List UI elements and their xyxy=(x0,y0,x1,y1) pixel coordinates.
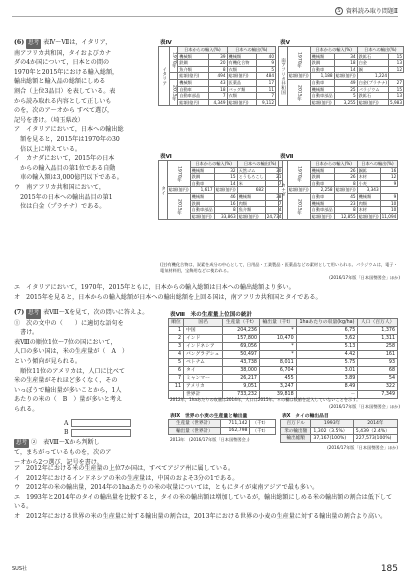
q6-line: 輸出総額と輸入品の総額にしめる xyxy=(14,78,106,86)
year-label: 1970年 xyxy=(287,161,310,187)
q7-sub1-line: という傾向が見られる。 xyxy=(14,357,82,365)
table-row: 2015年 自動車 49 白金(プラチナ) 27 xyxy=(279,79,404,86)
q7-sub1-line: あたりの米の（ B ）量が多いと考え xyxy=(14,396,123,404)
col-header: 日本からの輸入(%) xyxy=(190,161,237,168)
table-viii xyxy=(168,318,398,399)
q6-line: のを，次のア～オから すべて選び， xyxy=(14,107,114,115)
table-row: 鉄鋼 18 白金 13 xyxy=(311,60,403,66)
table-row: 輸出量（世界計） 162,798 （千t） xyxy=(169,427,276,435)
table-row: 総額(億円) 1,188 総額(億円) 1,224 xyxy=(288,73,388,79)
country-label: カナダ xyxy=(279,161,288,220)
table-row: 機械類 32 天然ゴム 30 xyxy=(191,167,282,173)
col-header: 1haあたりの収量(kg/ha) xyxy=(296,319,358,327)
table-vii xyxy=(278,160,398,220)
table-v-title: 表Ⅴ xyxy=(280,40,290,46)
table-row: 2015年 機械類 46 機械類 38 xyxy=(159,193,283,200)
col-header: 日本への輸出(%) xyxy=(237,161,283,168)
q7-sub1-line: 人口の多い国は，米の生産量が（ A ） xyxy=(14,348,129,356)
q7-intro: 表Ⅷ～Ⅹを見て，次の問いに答えよ。 xyxy=(43,309,149,316)
answer-box-a[interactable] xyxy=(71,419,131,427)
q7-choices xyxy=(14,464,398,522)
table-row: 自動車部品 8 木材 10 xyxy=(311,207,397,213)
table-row: 総額(億円) 1,617 総額(億円) 682 xyxy=(168,187,264,193)
q7-choice-a: ア 2012年における米の生産量の上位7か国は，すべてアジア州に属している。 xyxy=(14,465,235,472)
table-row: 11 アメリカ 9,051 3,247 8.49 322 xyxy=(169,383,398,391)
table-x-title: 表Ⅹ タイの輸出品目 xyxy=(282,414,329,419)
table-row: 生産量（世界計） 711,142 （千t） xyxy=(169,420,276,428)
table-row: 自動車 14 米 7 xyxy=(191,180,282,186)
table-row: 自動車 14 銅 12 xyxy=(311,66,403,72)
q7-number: (7) xyxy=(14,309,25,316)
footer-code: SUS社 xyxy=(12,566,28,572)
table-x-source: (2016/17年版「日本国勢図会」ほか) xyxy=(327,445,398,450)
col-header: 日本への輸出(%) xyxy=(357,161,398,168)
table-viii-note: 2012年，1haあたりの収量は2014年，人口は2015年。＊の欄は数値を記入していないことを示す。 xyxy=(170,397,361,402)
table-row: 鉄鋼 26 木材 12 xyxy=(311,174,397,180)
q7-body xyxy=(14,308,159,468)
country-label: 南アフリカ共和国 xyxy=(279,47,288,106)
q7-sub1-line: 米の生産量がそれほど多くなく，その xyxy=(14,377,118,385)
table-row: 6 タイ 38,000 6,704 3.01 68 xyxy=(169,367,398,375)
table-row: 7 ミャンマー 26,217 455 3.89 54 xyxy=(169,375,398,383)
answer-label-a: A xyxy=(64,419,69,427)
table-row: 2015年 機械類 43 医薬品 17 xyxy=(159,79,276,86)
table-row: 鉄鋼 15 とうもろこし 21 xyxy=(191,174,282,180)
thinking-badge: 思考 xyxy=(26,309,41,319)
q6-line: 南アフリカ共和国，タイおよびカナ xyxy=(14,49,112,57)
choice-i-cont: からの輸入品目の第1位である自動 xyxy=(14,164,116,172)
q7-choice-i: イ 2012年におけるインドネシアの米の生産量は，中国のおよそ3分の1である。 xyxy=(14,474,239,482)
answer-label-b: B xyxy=(64,429,69,437)
table-x xyxy=(280,419,398,443)
table-row: 機械類 23 肉類 10 xyxy=(311,200,397,206)
table-row: 機械類 26 銅鉱 16 xyxy=(311,167,397,173)
thinking-badge: 思考 xyxy=(14,439,29,449)
col-header: 順位 xyxy=(169,319,184,327)
table-row: 機械類 25 パラジウム 15 xyxy=(311,86,403,92)
col-header: 2014年 xyxy=(353,420,397,428)
q7-sub1-line: いっぽうで輸出量が多いことから，1人 xyxy=(14,386,122,394)
year-label: 1970年 xyxy=(287,47,310,73)
table-row: 4 バングラデシュ 50,497 * 4.42 161 xyxy=(169,351,398,359)
table-row: 輸出総額 37,167(100%) 227,573(100%) xyxy=(281,435,398,443)
q7-choice-u: ウ 2012年の米の輸出量，2014年の1haあたりの米の収量については，ともにタイが東南アジアで最も多い。 xyxy=(14,484,319,492)
q7-sub1-line: 書け。 xyxy=(14,329,39,337)
table-row: 2015年 自動車 45 機械類 9 xyxy=(279,193,398,200)
q7-sub1-line: られる。 xyxy=(14,405,39,413)
table-ix xyxy=(168,419,276,435)
q6-line: 1970年と2015年における輸入総額， xyxy=(14,68,119,76)
table-ix-title: 表Ⅸ 世界の小麦の生産量と輸出量 xyxy=(170,414,248,419)
chapter-title: 資料読み取り問題Ⅱ xyxy=(345,8,398,15)
thinking-badge: 思考 xyxy=(26,39,41,49)
table-row: 自動車部品 8 魚介類 4 xyxy=(191,207,282,213)
choice-a-cont: 倍以上に増えている。 xyxy=(14,145,82,153)
col-header: 人口（百万人） xyxy=(358,319,398,327)
q6-line: 割合（上位3品目）を表している。表 xyxy=(14,87,116,95)
col-header: 日本からの輸入(%) xyxy=(310,47,357,54)
q7-sub2-line: て，まちがっているものを，次のア xyxy=(14,449,112,457)
q7-choice-e: エ 1993年と2014年のタイの輸出量を比較すると，タイの米の輸出額は増加しているが，輸出総額にしめる米の輸出額の割合は低下している。 xyxy=(14,493,393,511)
table-row: 自動車 8 小麦 9 xyxy=(311,180,397,186)
table-row: 総額(億円) 2,258 総額(億円) 3,343 xyxy=(288,187,379,193)
table-row: 総額(億円) 3,255 総額(億円) 5,983 xyxy=(311,99,403,105)
table-row: 自動車部品 5 鉄鉱石 13 xyxy=(311,93,403,99)
col-header: 日本からの輸入(%) xyxy=(310,161,357,168)
table-row: 総額(億円) 12,855 総額(億円) 11,094 xyxy=(311,213,397,219)
page-number: 185 xyxy=(380,564,398,574)
table-row: 自動車部品 7 衣類 7 xyxy=(179,93,274,99)
country-label: タイ xyxy=(159,161,168,220)
col-header: 百万ドル xyxy=(281,420,311,428)
table-row: 魚介類 8 衣類 5 xyxy=(179,66,274,72)
table-row: 2 インド 157,800 10,470 3,62 1,311 xyxy=(169,335,398,343)
table-row: 米の輸出額 1,302（3.5%） 5,439（2.4%） xyxy=(281,427,398,435)
table-row: 世界計 733,232 39,818 － 7,349 xyxy=(169,391,398,399)
table-iv-title: 表Ⅳ xyxy=(160,40,172,46)
q6-line: 記号を書け。（埼玉県改） xyxy=(14,116,84,124)
q7-sub2-line: ～オから2つ選び，記号を書け。 xyxy=(14,458,103,466)
q6-body xyxy=(14,38,164,212)
table-iv xyxy=(158,46,276,106)
q7-sub1-line: 順位11位のアメリカは，人口に比べて xyxy=(14,367,125,375)
answer-box-b[interactable] xyxy=(71,429,131,437)
choice-u: ウ 南アフリカ共和国において， xyxy=(14,183,105,191)
year-label: 1970年 xyxy=(167,161,190,187)
col-header: 輸出量（千t） xyxy=(260,319,297,327)
q6-line: から読み取れる内容として正しいも xyxy=(14,97,112,105)
table-row: 自動車 18 バッグ類 11 xyxy=(179,86,274,92)
col-header: 1993年 xyxy=(311,420,353,428)
table-row: 総額(億円) 4,349 総額(億円) 9,112 xyxy=(179,99,274,105)
choice-u-cont: 位は白金（プラチナ）である。 xyxy=(14,203,106,211)
year-label: 1970年 xyxy=(169,47,178,73)
col-header: 日本への輸出(%) xyxy=(357,47,403,54)
choice-i: イ カナダにおいて，2015年の日本 xyxy=(14,155,115,163)
col-header: 日本への輸出(%) xyxy=(227,47,276,54)
table-vi xyxy=(158,160,283,220)
col-header: 生産量（千t） xyxy=(223,319,260,327)
page-header xyxy=(335,6,398,15)
trade-source: (2016/17年版「日本国勢図会」ほか) xyxy=(329,275,400,280)
choice-i-cont: 車の輸入額は3,000億円以下である。 xyxy=(14,174,123,182)
q6-line: 表Ⅳ～Ⅶは，イタリア， xyxy=(43,39,112,46)
table-row: 鉄鋼 20 有機化合物 9 xyxy=(179,60,274,66)
col-header: 日本からの輸入(%) xyxy=(178,47,227,54)
table-viii-title: 表Ⅷ 米の生産量上位国の統計 xyxy=(170,312,253,318)
chapter-number: 5 xyxy=(335,7,343,15)
table-vii-title: 表Ⅶ xyxy=(280,154,294,160)
table-row: 機械類 34 鉄鉱石 15 xyxy=(311,53,403,59)
table-v xyxy=(278,46,404,106)
table-row: 3 インドネシア 69,056 * 5.13 258 xyxy=(169,343,398,351)
q7-sub1-line: ① 次の文中の（ ）に適切な語句を xyxy=(14,319,124,327)
table-row: 総額(億円) 33,863 総額(億円) 24,734 xyxy=(191,213,282,219)
header-divider xyxy=(12,16,398,17)
table-viii-source: (2016/17年版「日本国勢図会」ほか) xyxy=(329,404,400,409)
choice-a-cont: 額を見ると，2015年は1970年の30 xyxy=(14,135,120,143)
choice-e: エ イタリアにおいて，1970年，2015年ともに，日本からの輸入総額は日本への輸出総額より多い。 xyxy=(14,284,295,291)
choice-u-cont: 2015年の日本への輸出品目の第1 xyxy=(14,193,113,201)
q7-sub1-line: 表Ⅷの順位1位～7位の国において， xyxy=(14,338,117,346)
choice-a: ア イタリアにおいて，日本への輸出総 xyxy=(14,126,124,134)
table-row: 5 ベトナム 43,738 8,011 5.75 93 xyxy=(169,359,398,367)
trade-note: (注)有機化合物は，炭素を成分の中心として，日用品・工業製品・医薬品などの素材として用いられる。パラジウムは，電子・電気材料用，宝飾用などに使われる。 xyxy=(160,262,398,273)
choice-o: オ 2015年を見ると，日本からの輸入総額が日本への輸出総額を上回る国は，南アフリカ共和国とタイである。 xyxy=(14,293,322,301)
table-vi-title: 表Ⅵ xyxy=(160,154,172,160)
country-label: イタリア xyxy=(159,47,170,106)
table-row: 機械類 39 機械類 40 xyxy=(179,53,274,59)
q7-sub2-line: ② 表Ⅷ～Xから判断し xyxy=(30,438,100,446)
table-ix-note: 2013年 (2016/17年版「日本国勢図会」) xyxy=(170,437,250,442)
col-header: 国名 xyxy=(184,319,223,327)
q6-wide-choices xyxy=(14,283,398,302)
q6-number: (6) xyxy=(14,39,25,46)
q7-choice-o: オ 2012年における世界の米の生産量に対する輸出量の割合は，2013年における世界の小麦の生産量に対する輸出量の割合より高い。 xyxy=(14,512,387,520)
q6-line: ダの4か国について，日本との間の xyxy=(14,59,110,67)
table-row: 総額(億円) 494 総額(億円) 484 xyxy=(159,73,276,80)
table-row: 1 中国 204,236 * 6,75 1,376 xyxy=(169,327,398,335)
table-row: 鉄鋼 16 肉類 7 xyxy=(191,200,282,206)
